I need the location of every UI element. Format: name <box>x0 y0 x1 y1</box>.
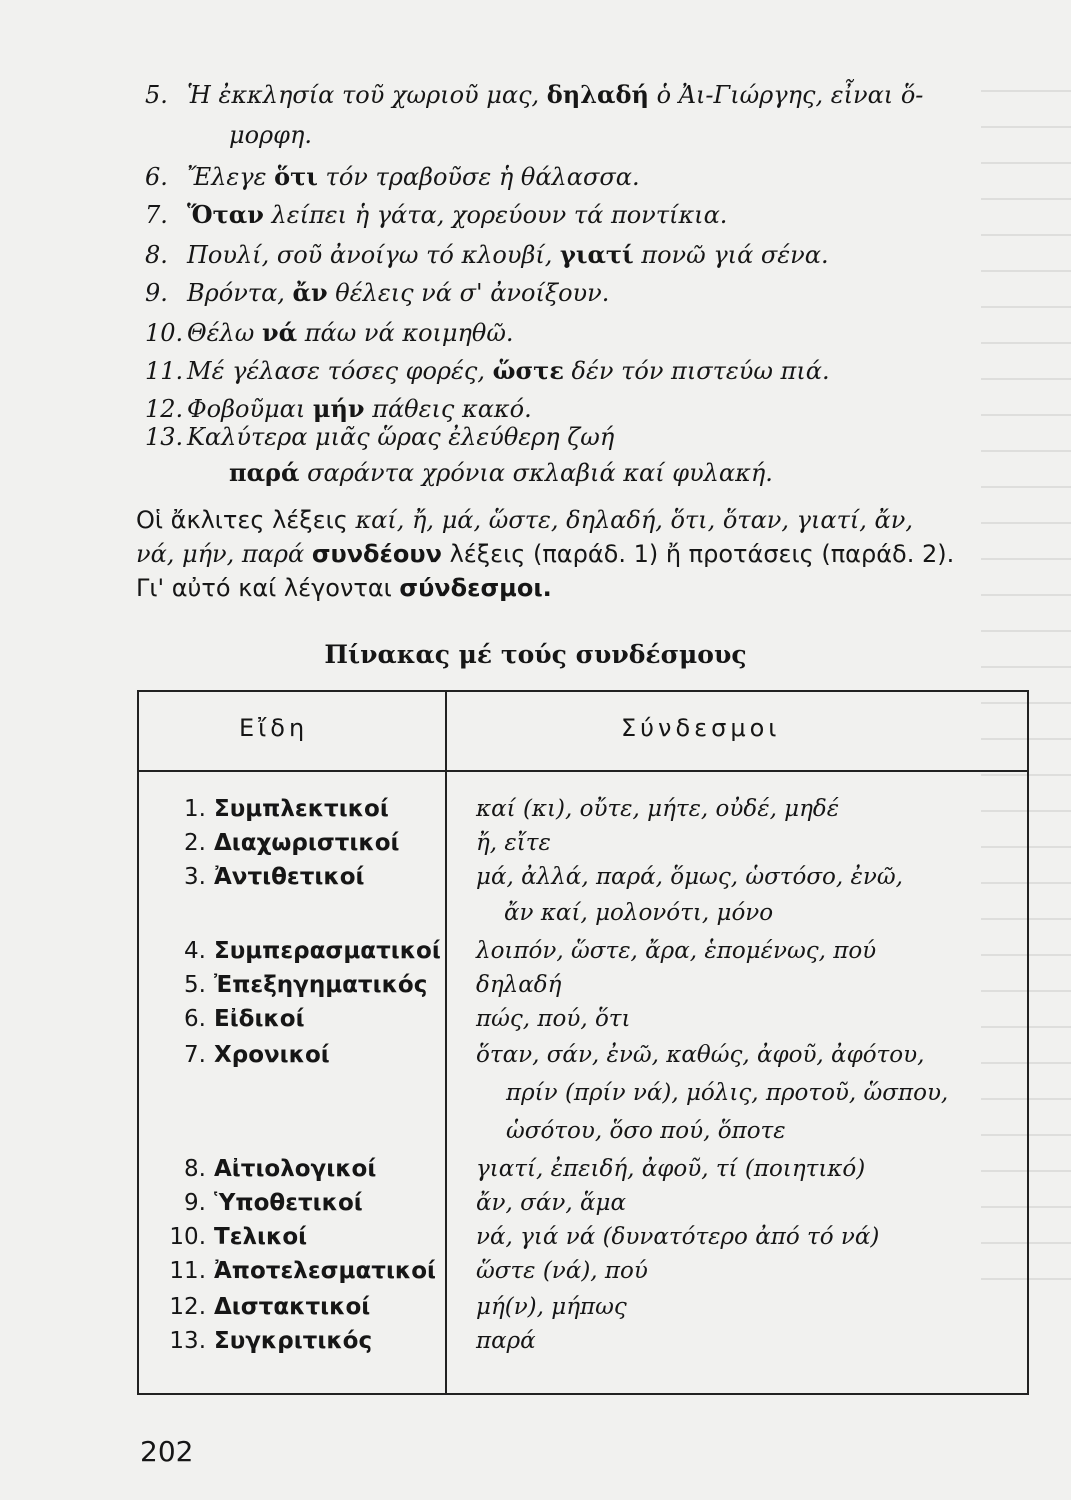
category-name: Ἀποτελεσματικοί <box>214 1258 437 1284</box>
category-number: 11. <box>169 1258 206 1284</box>
category-name: Χρονικοί <box>214 1042 330 1068</box>
example-number: 11. <box>145 357 184 385</box>
example-text: πονῶ γιά σένα. <box>633 241 829 269</box>
example-number: 13. <box>145 423 184 451</box>
page-number: 202 <box>140 1435 194 1468</box>
category-name: Αἰτιολογικοί <box>214 1156 377 1182</box>
example-conjunction: μήν <box>312 394 365 423</box>
header-conjunctions: Σύνδεσμοι <box>621 714 781 742</box>
category-name: Ἐπεξηγηματικός <box>214 972 428 998</box>
example-line <box>145 200 727 230</box>
conjunctions-cell: πώς, πού, ὅτι <box>476 1006 631 1032</box>
category-number: 2. <box>184 830 206 856</box>
category-name: Διαχωριστικοί <box>214 830 400 856</box>
example-line <box>145 356 830 386</box>
example-text: Καλύτερα μιᾶς ὥρας ἐλεύθερη ζωή <box>187 423 615 451</box>
para-italic-text: νά, μήν, παρά <box>136 540 312 568</box>
example-conjunction: νά <box>261 318 298 347</box>
conjunctions-cell: ὅταν, σάν, ἐνῶ, καθώς, ἀφοῦ, ἀφότου, <box>476 1042 925 1068</box>
example-line <box>145 162 640 192</box>
category-cell <box>161 1006 305 1032</box>
column-divider <box>445 692 447 1393</box>
table-title: Πίνακας μέ τούς συνδέσμους <box>324 640 747 669</box>
conjunctions-cell: γιατί, ἐπειδή, ἀφοῦ, τί (ποιητικό) <box>476 1156 866 1182</box>
conjunctions-cell: ἤ, εἴτε <box>476 830 551 856</box>
example-line <box>145 80 923 110</box>
example-conjunction: ἄν <box>292 278 328 307</box>
example-conjunction: γιατί <box>559 240 634 269</box>
example-line <box>187 458 773 488</box>
example-text: Πουλί, σοῦ ἀνοίγω τό κλουβί, <box>187 241 560 269</box>
conjunctions-cell: μά, ἀλλά, παρά, ὅμως, ὡστόσο, ἐνῶ, <box>476 864 903 890</box>
conjunctions-cell: ἄν, σάν, ἅμα <box>476 1190 626 1216</box>
example-number: 6. <box>145 163 168 191</box>
category-cell <box>161 1294 370 1320</box>
category-number: 1. <box>184 796 206 822</box>
category-number: 9. <box>184 1190 206 1216</box>
example-text: θέλεις νά σ' ἀνοίξουν. <box>327 279 610 307</box>
example-text: τόν τραβοῦσε ἡ θάλασσα. <box>317 163 640 191</box>
example-number: 7. <box>145 201 168 229</box>
example-text: σαράντα χρόνια σκλαβιά καί φυλακή. <box>299 459 773 487</box>
conjunctions-cell: λοιπόν, ὥστε, ἄρα, ἑπομένως, πού <box>476 938 877 964</box>
category-cell <box>161 972 427 998</box>
conjunctions-cell: ἄν καί, μολονότι, μόνο <box>504 900 774 926</box>
example-text: Μέ γέλασε τόσες φορές, <box>187 357 493 385</box>
conjunctions-table <box>137 690 1029 1395</box>
example-text: Ἡ ἐκκλησία τοῦ χωριοῦ μας, <box>187 81 547 109</box>
para-bold-text: συνδέουν <box>311 540 442 568</box>
example-text: πάθεις κακό. <box>364 395 532 423</box>
example-number: 10. <box>145 319 184 347</box>
category-cell <box>161 864 364 890</box>
category-number: 8. <box>184 1156 206 1182</box>
category-number: 12. <box>169 1294 206 1320</box>
para-bold-text: σύνδεσμοι. <box>399 574 552 602</box>
header-divider <box>139 770 1027 772</box>
example-line <box>145 278 609 308</box>
category-name: Εἰδικοί <box>214 1006 305 1032</box>
example-text: λείπει ἡ γάτα, χορεύουν τά ποντίκια. <box>263 201 728 229</box>
category-number: 13. <box>169 1328 206 1354</box>
category-number: 4. <box>184 938 206 964</box>
category-cell <box>161 938 441 964</box>
example-text: Θέλω <box>187 319 262 347</box>
category-cell <box>161 1042 330 1068</box>
example-text: Ἔλεγε <box>187 163 275 191</box>
example-line <box>145 422 614 452</box>
conjunctions-cell: πρίν (πρίν νά), μόλις, προτοῦ, ὥσπου, <box>506 1080 949 1106</box>
category-number: 7. <box>184 1042 206 1068</box>
example-conjunction: ὥστε <box>492 356 564 385</box>
category-cell <box>161 830 399 856</box>
example-number: 8. <box>145 241 168 269</box>
category-name: Ἀντιθετικοί <box>214 864 365 890</box>
category-name: Συμπερασματικοί <box>214 938 441 964</box>
conjunctions-cell: ὡσότου, ὅσο πού, ὅποτε <box>506 1118 786 1144</box>
para-text: Γι' αὐτό καί λέγονται <box>136 574 400 602</box>
category-cell <box>161 796 389 822</box>
para-italic-text: καί, ἤ, μά, ὥστε, δηλαδή, ὅτι, ὅταν, γιατί, ἄν, <box>355 506 913 534</box>
example-text: πάω νά κοιμηθῶ. <box>297 319 514 347</box>
conjunctions-cell: παρά <box>476 1328 536 1354</box>
example-text: μορφη. <box>229 121 312 149</box>
example-line <box>145 394 532 424</box>
example-text: ὁ Ἀι-Γιώργης, εἶναι ὅ- <box>648 81 924 109</box>
category-name: Συγκριτικός <box>214 1328 373 1354</box>
category-cell <box>161 1258 436 1284</box>
category-name: Συμπλεκτικοί <box>214 796 389 822</box>
example-conjunction: παρά <box>229 458 300 487</box>
category-number: 10. <box>169 1224 206 1250</box>
category-number: 6. <box>184 1006 206 1032</box>
example-text: Βρόντα, <box>187 279 293 307</box>
example-number: 9. <box>145 279 168 307</box>
category-number: 5. <box>184 972 206 998</box>
conjunctions-cell: καί (κι), οὔτε, μήτε, οὐδέ, μηδέ <box>476 796 840 822</box>
category-name: Τελικοί <box>214 1224 308 1250</box>
example-conjunction: δηλαδή <box>546 80 649 109</box>
example-line <box>145 318 514 348</box>
example-text: δέν τόν πιστεύω πιά. <box>563 357 830 385</box>
category-cell <box>161 1224 307 1250</box>
category-cell <box>161 1328 372 1354</box>
conjunctions-cell: μή(ν), μήπως <box>476 1294 627 1320</box>
example-number: 12. <box>145 395 184 423</box>
example-number: 5. <box>145 81 168 109</box>
conjunctions-cell: δηλαδή <box>476 972 562 998</box>
example-conjunction: Ὅταν <box>187 200 264 229</box>
category-name: Ὑποθετικοί <box>214 1190 363 1216</box>
category-cell <box>161 1156 376 1182</box>
category-name: Διστακτικοί <box>214 1294 371 1320</box>
category-cell <box>161 1190 363 1216</box>
conjunctions-cell: ὥστε (νά), πού <box>476 1258 648 1284</box>
example-line <box>145 240 829 270</box>
category-number: 3. <box>184 864 206 890</box>
example-line <box>187 120 312 150</box>
header-types: Εἴδη <box>239 714 309 742</box>
conjunctions-cell: νά, γιά νά (δυνατότερο ἀπό τό νά) <box>476 1224 880 1250</box>
example-text: Φοβοῦμαι <box>187 395 313 423</box>
example-conjunction: ὅτι <box>274 162 318 191</box>
explanation-paragraph <box>136 503 1006 605</box>
para-text: Οἱ ἄκλιτες λέξεις <box>136 506 356 534</box>
para-text: λέξεις (παράδ. 1) ἤ προτάσεις (παράδ. 2). <box>441 540 955 568</box>
